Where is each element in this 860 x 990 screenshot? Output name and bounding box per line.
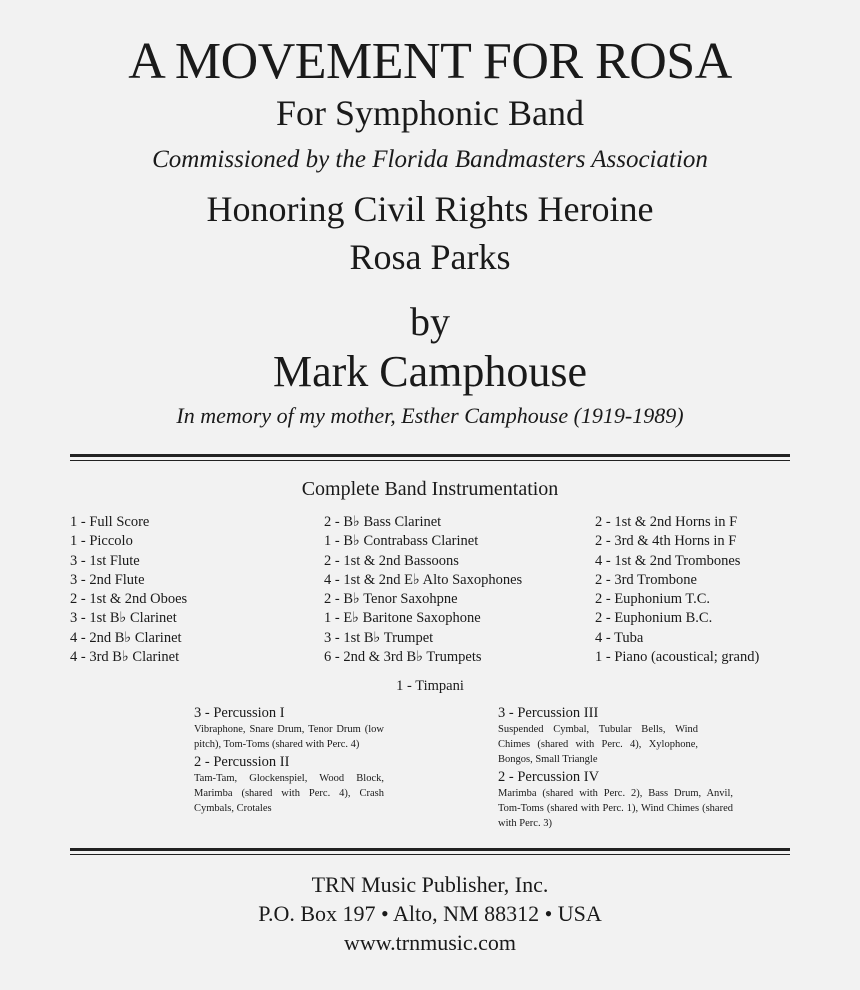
instrument-item: 2 - Euphonium T.C. [595,591,711,608]
instrument-item: 4 - 3rd B♭ Clarinet [70,649,180,666]
instrument-item: 2 - Euphonium B.C. [595,610,713,627]
divider-top [70,454,790,461]
divider-bottom [70,848,790,855]
commission-note: Commissioned by the Florida Bandmasters Association [152,146,708,173]
percussion-1-description: Vibraphone, Snare Drum, Tenor Drum (low pitch), Tom-Toms (shared with Perc. 4) [194,724,384,750]
percussion-right-group [498,704,738,831]
dedication: In memory of my mother, Esther Camphouse (1919-1989) [176,403,684,428]
percussion-4-heading: 2 - Percussion IV [498,769,600,785]
percussion-4-description: Marimba (shared with Perc. 2), Bass Drum, Anvil, Tom-Toms (shared with Perc. 1), Wind Chimes (shared with Perc. 3) [498,788,733,829]
percussion-left-group [194,704,384,816]
instrument-item: 4 - Tuba [595,629,644,646]
instrument-item: 2 - 1st & 2nd Oboes [70,591,188,608]
instrument-item: 4 - 1st & 2nd E♭ Alto Saxophones [324,571,523,588]
instrument-column-2 [324,513,522,667]
subtitle: For Symphonic Band [275,93,584,133]
instrument-item: 2 - 3rd & 4th Horns in F [595,533,737,550]
instrumentation-heading: Complete Band Instrumentation [301,478,559,500]
composer-name: Mark Camphouse [272,347,588,396]
instrument-item: 3 - 1st B♭ Clarinet [70,610,177,627]
instrument-item: 6 - 2nd & 3rd B♭ Trumpets [324,649,482,666]
instrument-item: 4 - 1st & 2nd Trombones [595,552,741,569]
instrument-item: 1 - B♭ Contrabass Clarinet [324,533,479,550]
instrument-item: 2 - 1st & 2nd Bassoons [324,552,459,569]
publisher-address: P.O. Box 197 • Alto, NM 88312 • USA [258,901,602,926]
honoring-line-2: Rosa Parks [349,237,511,277]
instrument-item: 2 - 3rd Trombone [595,571,697,588]
percussion-2-heading: 2 - Percussion II [194,754,290,770]
page-title: A MOVEMENT FOR ROSA [128,33,732,90]
instrument-item: 2 - B♭ Tenor Saxohpne [324,591,458,608]
instrument-item: 2 - 1st & 2nd Horns in F [595,514,738,530]
instrument-item: 3 - 1st Flute [70,552,140,569]
instrument-item: 2 - B♭ Bass Clarinet [324,514,442,530]
by-label: by [410,299,450,344]
instrument-column-1 [70,513,187,667]
instrument-item: 4 - 2nd B♭ Clarinet [70,629,182,646]
instrument-item: 1 - Full Score [70,514,150,530]
instrument-item: 3 - 1st B♭ Trumpet [324,629,434,646]
instrument-item: 1 - E♭ Baritone Saxophone [324,610,481,627]
percussion-2-description: Tam-Tam, Glockenspiel, Wood Block, Marimba (shared with Perc. 4), Crash Cymbals, Crotales [194,773,384,814]
publisher-name: TRN Music Publisher, Inc. [311,872,549,897]
instrument-item: 1 - Piccolo [70,533,133,550]
instrument-column-3 [595,513,759,667]
percussion-1-heading: 3 - Percussion I [194,705,285,721]
instrument-item: 3 - 2nd Flute [70,571,145,588]
honoring-line-1: Honoring Civil Rights Heroine [206,189,654,229]
percussion-3-description: Suspended Cymbal, Tubular Bells, Wind Chimes (shared with Perc. 4), Xylophone, Bongos, Small Triangle [498,724,698,765]
percussion-3-heading: 3 - Percussion III [498,705,599,721]
instrument-item: 1 - Piano (acoustical; grand) [595,649,760,666]
timpani-item: 1 - Timpani [396,678,464,694]
publisher-website[interactable]: www.trnmusic.com [343,930,517,955]
